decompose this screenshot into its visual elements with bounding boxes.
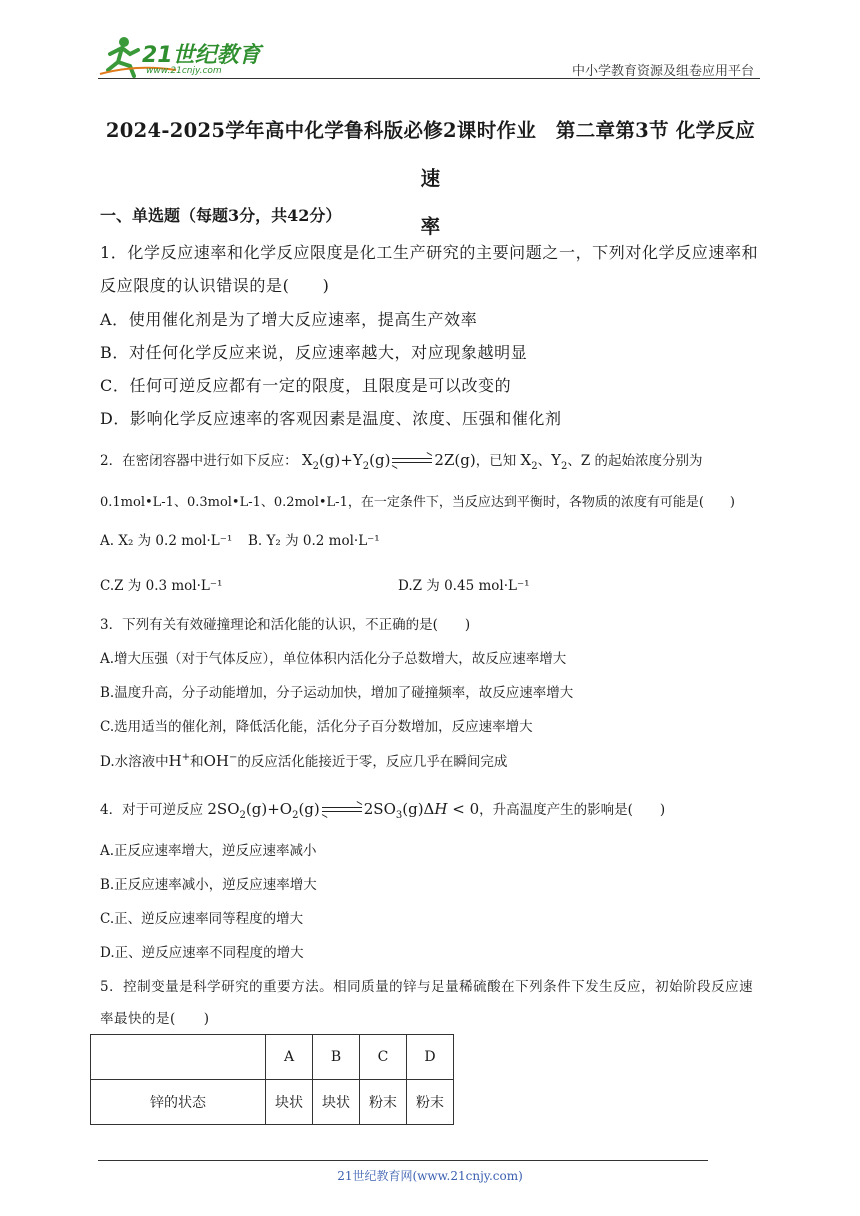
site-logo [96, 34, 266, 80]
question-3-option-a: A.增大压强（对于气体反应），单位体积内活化分子总数增大，故反应速率增大 [100, 651, 567, 667]
title-line-1: 2024-2025学年高中化学鲁科版必修2课时作业 第二章第3节 化学反应速 [105, 119, 756, 190]
question-3-stem: 3．下列有关有效碰撞理论和活化能的认识，不正确的是( ) [100, 617, 471, 633]
question-3-option-b: B.温度升高，分子动能增加，分子运动加快，增加了碰撞频率，故反应速率增大 [100, 685, 574, 701]
table-cell: 粉末 [360, 1080, 407, 1125]
question-2-option-d: D.Z 为 0.45 mol·L⁻¹ [398, 578, 530, 594]
question-5-table [90, 1034, 454, 1125]
question-2-stem: 2．在密闭容器中进行如下反应： $X_2(g)+Y_2(g)$ 2Z(g)，已知 $X_2$、$Y_2$、Z 的起始浓度分别为 [100, 451, 703, 472]
header-divider [98, 78, 760, 79]
question-4-option-c: C.正、逆反应速率同等程度的增大 [100, 911, 304, 927]
equilibrium-arrow-icon [392, 457, 432, 465]
reaction-equation-2: $2SO_2(g)+O_2(g)$ $2SO_3(g)\Delta H < 0$ [207, 800, 480, 821]
table-header-cell: B [313, 1035, 360, 1080]
question-1 [100, 236, 766, 435]
logo-url: www.21cnjy.com [146, 66, 222, 76]
question-1-option-b: B．对任何化学反应来说，反应速率越大，对应现象越明显 [100, 343, 528, 362]
page-title [98, 107, 763, 251]
footer-divider [98, 1160, 708, 1161]
section-heading: 一、单选题（每题3分，共42分） [100, 206, 342, 225]
table-header-cell: A [266, 1035, 313, 1080]
table-cell: 块状 [313, 1080, 360, 1125]
table-row [91, 1080, 454, 1125]
question-2-option-a: A. X₂ 为 0.2 mol·L⁻¹ [100, 533, 233, 549]
reaction-equation: $X_2(g)+Y_2(g)$ 2Z(g) [301, 451, 476, 472]
footer-link[interactable]: 21世纪教育网(www.21cnjy.com) [337, 1169, 523, 1183]
equilibrium-arrow-icon [322, 806, 362, 814]
table-header-cell: D [407, 1035, 454, 1080]
header-platform-text: 中小学教育资源及组卷应用平台 [571, 64, 754, 79]
question-2-option-b: B. Y₂ 为 0.2 mol·L⁻¹ [248, 533, 380, 549]
title-line-2: 率 [420, 215, 441, 238]
logo-text: 21世纪教育 [142, 43, 261, 68]
question-4-stem: 4．对于可逆反应 $2SO_2(g)+O_2(g)$ $2SO_3(g)\Delta H < 0$，升高温度产生的影响是( ) [100, 800, 666, 821]
question-4-option-b: B.正反应速率减小，逆反应速率增大 [100, 877, 317, 893]
question-2-line-2: 0.1mol•L-1、0.3mol•L-1、0.2mol•L-1，在一定条件下，当反应达到平衡时，各物质的浓度有可能是( ) [100, 495, 735, 510]
question-2-option-c: C.Z 为 0.3 mol·L⁻¹ [100, 578, 223, 594]
question-4-option-d: D.正、逆反应速率不同程度的增大 [100, 945, 304, 961]
table-cell: 锌的状态 [91, 1080, 266, 1125]
question-1-option-d: D．影响化学反应速率的客观因素是温度、浓度、压强和催化剂 [100, 409, 562, 428]
table-cell [91, 1035, 266, 1080]
question-1-stem: 1．化学反应速率和化学反应限度是化工生产研究的主要问题之一，下列对化学反应速率和反应限度的认识错误的是( ) [100, 243, 759, 295]
table-header-row [91, 1035, 454, 1080]
question-4-option-a: A.正反应速率增大，逆反应速率减小 [100, 843, 317, 859]
question-5-stem: 5．控制变量是科学研究的重要方法。相同质量的锌与足量稀硫酸在下列条件下发生反应，初始阶段反应速率最快的是( ) [100, 979, 754, 1027]
question-1-option-c: C．任何可逆反应都有一定的限度，且限度是可以改变的 [100, 376, 512, 395]
question-1-option-a: A．使用催化剂是为了增大反应速率，提高生产效率 [100, 310, 478, 329]
table-cell: 粉末 [407, 1080, 454, 1125]
table-header-cell: C [360, 1035, 407, 1080]
question-3-option-c: C.选用适当的催化剂，降低活化能，活化分子百分数增加，反应速率增大 [100, 719, 533, 735]
question-3-option-d: D.水溶液中H+和OH−的反应活化能接近于零，反应几乎在瞬间完成 [100, 752, 508, 770]
table-cell: 块状 [266, 1080, 313, 1125]
